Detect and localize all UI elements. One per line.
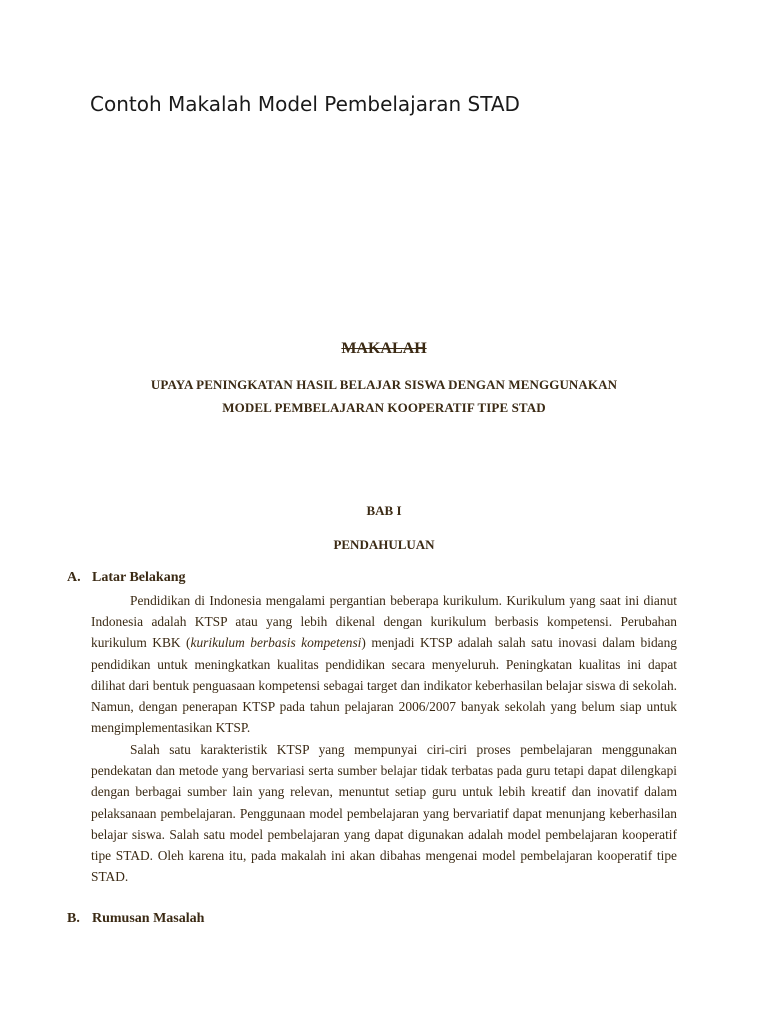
- paragraph-1-text-start: Pendidikan di Indonesia mengalami pergantian beberapa kurikulum. Kurikulum yang saat ini dianut Indonesia adalah KTSP atau yang lebih dikenal dengan kurikulum berbasis kompetensi. Perubahan kurikulum KBK (: [91, 593, 677, 651]
- chapter-title: PENDAHULUAN: [333, 537, 435, 552]
- section-b-letter: B.: [67, 911, 80, 926]
- paragraph-1-text-end: ) menjadi KTSP adalah salah satu inovasi dalam bidang pendidikan untuk meningkatkan kualitas pendidikan secara menyeluruh. Peningkatan kualitas ini dapat dilihat dari bentuk penguasaan kompetensi sebagai target dan indikator keberhasilan belajar siswa di sekolah. Namun, dengan penerapan KTSP pada tahun pelajaran 2006/2007 banyak sekolah yang belum siap untuk mengimplementasikan KTSP.: [91, 635, 677, 736]
- section-a-title: Latar Belakang: [92, 570, 186, 585]
- section-a-heading: [67, 570, 185, 586]
- section-b-heading: [67, 911, 204, 927]
- subtitle-line-2: MODEL PEMBELAJARAN KOOPERATIF TIPE STAD: [222, 400, 546, 415]
- paragraph-2: Salah satu karakteristik KTSP yang mempunyai ciri-ciri proses pembelajaran menggunakan pendekatan dan metode yang bervariasi serta sumber belajar tidak terbatas pada guru tetapi dapat dilengkapi dengan berbagai sumber lain yang relevan, menuntut setiap guru untuk lebih kreatif dan inovatif dalam pelaksanaan pembelajaran. Penggunaan model pembelajaran yang bervariatif dapat menunjang keberhasilan belajar siswa. Salah satu model pembelajaran yang dapat digunakan adalah model pembelajaran kooperatif tipe STAD. Oleh karena itu, pada makalah ini akan dibahas mengenai model pembelajaran kooperatif tipe STAD.: [91, 742, 677, 885]
- document-heading: Contoh Makalah Model Pembelajaran STAD: [90, 92, 520, 116]
- paragraph-1-italic-term: kurikulum berbasis kompetensi: [190, 635, 362, 651]
- chapter-number: BAB I: [366, 503, 402, 518]
- paragraph-1: [91, 590, 677, 738]
- section-a-letter: A.: [67, 570, 81, 585]
- subtitle-line-1: UPAYA PENINGKATAN HASIL BELAJAR SISWA DENGAN MENGGUNAKAN: [150, 377, 618, 392]
- makalah-label: MAKALAH: [341, 340, 427, 357]
- section-b-title: Rumusan Masalah: [92, 911, 205, 926]
